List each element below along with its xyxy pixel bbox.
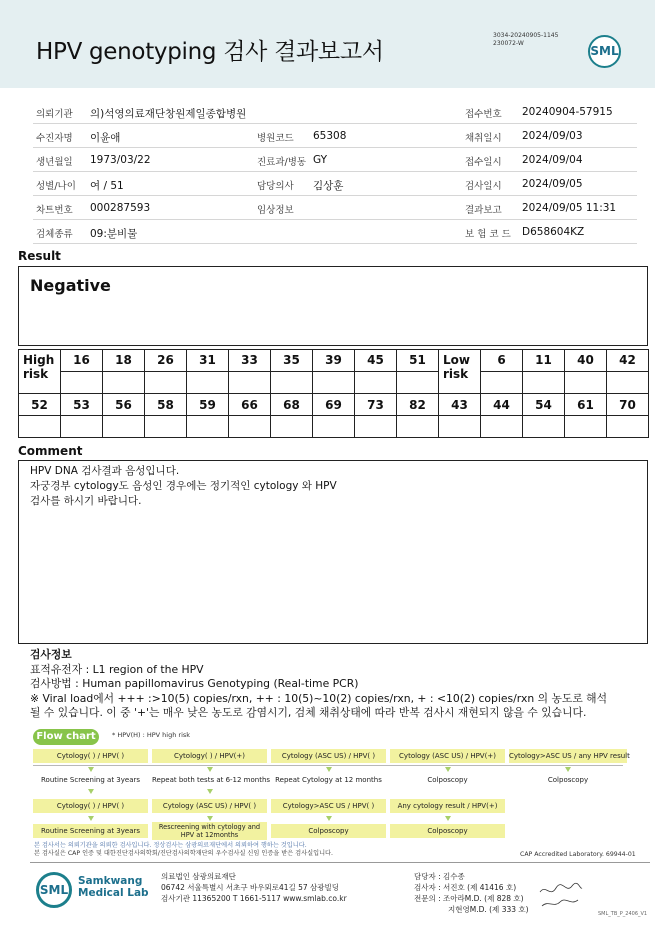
genotype-result (355, 416, 397, 438)
flow-box: Cytology (ASC US) / HPV( ) (271, 749, 386, 763)
genotype-result (355, 372, 397, 394)
genotype-cell: 56 (103, 394, 145, 416)
info-row (33, 220, 637, 244)
arrow-down-icon (445, 767, 451, 772)
staff-line: 담당자 : 김수종 (414, 872, 465, 881)
genotype-result (271, 372, 313, 394)
address-line: 의료법인 삼광의료재단 (161, 872, 236, 881)
genotype-result (607, 372, 649, 394)
page-title: HPV genotyping 검사 결과보고서 (36, 39, 384, 65)
arrow-down-icon (88, 816, 94, 821)
low-risk-label: Low risk (439, 350, 481, 394)
genotype-cell: 54 (523, 394, 565, 416)
flow-box: Cytology>ASC US / any HPV result (509, 749, 627, 763)
flow-box: Cytology (ASC US) / HPV(+) (390, 749, 505, 763)
exam-info (30, 648, 607, 721)
requesting-institution: 의)석영의료재단창원제일종합병원 (90, 108, 247, 120)
genotype-cell: 39 (313, 350, 355, 372)
staff-line: 검사자 : 서진호 (제 41416 호) (414, 883, 517, 892)
report-code-line2: 230072-W (493, 40, 524, 47)
label-insurance-code: 보 험 코 드 (465, 229, 511, 240)
hospital-code: 65308 (313, 130, 347, 142)
arrow-down-icon (207, 816, 213, 821)
genotype-result (145, 372, 187, 394)
genotype-result (397, 372, 439, 394)
genotype-cell: 58 (145, 394, 187, 416)
flow-box: Cytology( ) / HPV(+) (152, 749, 267, 763)
genotype-header-row (19, 394, 649, 416)
genotype-result (103, 372, 145, 394)
comment-box (18, 460, 648, 644)
flow-box: Cytology>ASC US / HPV( ) (271, 799, 386, 813)
flow-outcome-box: Routine Screening at 3years (33, 824, 148, 838)
label-physician: 담당의사 (257, 181, 294, 192)
arrow-down-icon (445, 816, 451, 821)
genotype-cell: 45 (355, 350, 397, 372)
patient-name: 이윤애 (90, 132, 121, 144)
genotype-result-row (19, 416, 649, 438)
label-sex-age: 성별/나이 (36, 181, 76, 192)
form-code: SML_TB_P_2406_V1 (598, 911, 648, 917)
physician: 김상훈 (313, 180, 344, 192)
genotype-result (61, 416, 103, 438)
flow-outcome: Routine Screening at 3years (40, 776, 141, 784)
arrow-down-icon (565, 767, 571, 772)
genotype-cell: 16 (61, 350, 103, 372)
genotype-cell: 61 (565, 394, 607, 416)
genotype-result (607, 416, 649, 438)
genotype-result (565, 372, 607, 394)
genotype-result (481, 372, 523, 394)
genotype-result (229, 372, 271, 394)
genotype-result (523, 416, 565, 438)
label-receipt-date: 접수일시 (465, 157, 502, 168)
flow-chart-note: * HPV(H) : HPV high risk (112, 731, 191, 739)
arrow-down-icon (207, 789, 213, 794)
report-code (493, 32, 558, 48)
genotype-result (187, 416, 229, 438)
label-report-date: 결과보고 (465, 205, 502, 216)
genotype-result (481, 416, 523, 438)
address-line: 검사기관 11365200 T 1661-5117 www.smlab.co.kr (161, 894, 347, 903)
genotype-result (103, 416, 145, 438)
info-row (33, 148, 637, 172)
genotype-cell: 43 (439, 394, 481, 416)
comment-text: HPV DNA 검사결과 음성입니다. 자궁경부 cytology도 음성인 경우에는 정기적인 cytology 와 HPV 검사를 하시기 바랍니다. (30, 465, 337, 507)
genotype-cell: 51 (397, 350, 439, 372)
genotype-cell: 73 (355, 394, 397, 416)
genotype-result (439, 416, 481, 438)
signature (538, 880, 583, 910)
company-name-line1: Samkwang (78, 875, 143, 887)
flow-outcome: Colposcopy (547, 776, 589, 784)
report-date: 2024/09/05 11:31 (522, 202, 617, 214)
arrow-down-icon (326, 816, 332, 821)
genotype-result-row (19, 372, 649, 394)
birth-date: 1973/03/22 (90, 154, 151, 166)
address-line: 06742 서울특별시 서초구 바우뫼로41길 57 삼광빌딩 (161, 883, 340, 892)
label-collection-date: 채취일시 (465, 133, 502, 144)
divider (30, 862, 650, 863)
genotype-cell: 66 (229, 394, 271, 416)
genotype-cell: 6 (481, 350, 523, 372)
footnotes (34, 842, 333, 858)
arrow-down-icon (88, 789, 94, 794)
flow-outcome-box: Rescreening with cytology and HPV at 12months (152, 822, 267, 840)
company-name (78, 875, 149, 899)
collection-date: 2024/09/03 (522, 130, 583, 142)
company-name-line2: Medical Lab (78, 887, 149, 899)
genotype-result (19, 416, 61, 438)
department: GY (313, 154, 328, 166)
comment-heading: Comment (18, 444, 83, 458)
genotype-cell: 26 (145, 350, 187, 372)
footer-logo: SML (36, 872, 72, 908)
chart-number: 000287593 (90, 202, 151, 214)
specimen-type: 09:분비물 (90, 228, 138, 240)
staff-info (414, 871, 529, 915)
label-department: 진료과/병동 (257, 157, 307, 168)
genotype-cell: 33 (229, 350, 271, 372)
genotype-result (145, 416, 187, 438)
info-row (33, 124, 637, 148)
company-address (161, 871, 347, 904)
footnote: 본 검사서는 의뢰기관을 의뢰한 검사입니다. 정상검사는 삼광의료재단에서 의뢰하여 행하는 것입니다. (34, 842, 307, 849)
divider (33, 765, 623, 766)
flow-outcome-box: Colposcopy (390, 824, 505, 838)
genotype-cell: 59 (187, 394, 229, 416)
genotype-cell: 82 (397, 394, 439, 416)
genotype-cell: 31 (187, 350, 229, 372)
genotype-header-row (19, 350, 649, 372)
label-hospital-code: 병원코드 (257, 133, 294, 144)
info-row (33, 196, 637, 220)
genotype-cell: 68 (271, 394, 313, 416)
genotype-table (18, 349, 649, 438)
genotype-result (313, 416, 355, 438)
report-code-line1: 3034-20240905-1145 (493, 32, 559, 39)
exam-info-heading: 검사정보 (30, 648, 72, 661)
insurance-code: D658604KZ (522, 226, 585, 238)
genotype-result (523, 372, 565, 394)
genotype-cell: 53 (61, 394, 103, 416)
genotype-cell: 40 (565, 350, 607, 372)
footnote: 본 검사실은 CAP 인증 및 대한진단검사의학회/진단검사의학재단의 우수검사실 신임 인증을 받은 검사실입니다. (34, 850, 333, 857)
flow-outcome: Colposcopy (427, 776, 468, 784)
flow-chart-title: Flow chart (33, 729, 99, 745)
label-patient-name: 수진자명 (36, 133, 73, 144)
exam-note: ※ Viral load에서 +++ :>10(5) copies/rxn, ++ : 10(5)~10(2) copies/rxn, + : <10(2) copies/rxn 의 농도로 해석 (30, 691, 608, 705)
label-birth-date: 생년월일 (36, 157, 73, 168)
sml-logo: SML (588, 35, 621, 68)
high-risk-label: High risk (19, 350, 61, 394)
genotype-cell: 44 (481, 394, 523, 416)
flow-box: Cytology( ) / HPV( ) (33, 749, 148, 763)
result-heading: Result (18, 249, 61, 263)
patient-info (33, 100, 637, 244)
genotype-cell: 69 (313, 394, 355, 416)
result-box (18, 266, 648, 346)
genotype-result (313, 372, 355, 394)
label-specimen-type: 검체종류 (36, 229, 73, 240)
cap-accreditation: CAP Accredited Laboratory. 69944-01 (520, 851, 636, 858)
flow-outcome: Repeat both tests at 6-12 months (152, 776, 271, 784)
exam-method: 검사방법 : Human papillomavirus Genotyping (Real-time PCR) (30, 677, 359, 690)
genotype-cell: 18 (103, 350, 145, 372)
receipt-number: 20240904-57915 (522, 106, 613, 118)
flow-box: Cytology( ) / HPV( ) (33, 799, 148, 813)
genotype-result (271, 416, 313, 438)
genotype-cell: 42 (607, 350, 649, 372)
flow-box: Any cytology result / HPV(+) (390, 799, 505, 813)
label-receipt-number: 접수번호 (465, 109, 502, 120)
genotype-result (229, 416, 271, 438)
genotype-cell: 35 (271, 350, 313, 372)
report-header (0, 0, 655, 88)
staff-line: 전문의 : 조아라M.D. (제 828 호) (414, 894, 524, 903)
arrow-down-icon (88, 767, 94, 772)
info-row (33, 172, 637, 196)
flow-outcome-box: Colposcopy (271, 824, 386, 838)
genotype-cell: 52 (19, 394, 61, 416)
info-row (33, 100, 637, 124)
genotype-result (187, 372, 229, 394)
genotype-result (61, 372, 103, 394)
label-chart-number: 차트번호 (36, 205, 73, 216)
genotype-cell: 11 (523, 350, 565, 372)
staff-line: 지현영M.D. (제 333 호) (448, 905, 529, 914)
sex-age: 여 / 51 (90, 180, 124, 192)
genotype-result (565, 416, 607, 438)
receipt-date: 2024/09/04 (522, 154, 583, 166)
genotype-result (397, 416, 439, 438)
label-clinical-info: 임상정보 (257, 205, 294, 216)
arrow-down-icon (207, 767, 213, 772)
exam-note: 될 수 있습니다. 이 중 '+'는 매우 낮은 농도로 감염시기, 검체 채취상태에 따라 반복 검사시 재현되지 않을 수 있습니다. (30, 706, 587, 719)
label-test-date: 검사일시 (465, 181, 502, 192)
flow-box: Cytology (ASC US) / HPV( ) (152, 799, 267, 813)
flow-outcome: Repeat Cytology at 12 months (275, 776, 382, 784)
arrow-down-icon (326, 767, 332, 772)
genotype-cell: 70 (607, 394, 649, 416)
label-requesting-institution: 의뢰기관 (36, 109, 73, 120)
exam-target: 표적유전자 : L1 region of the HPV (30, 662, 204, 676)
test-date: 2024/09/05 (522, 178, 583, 190)
result-value: Negative (30, 276, 111, 295)
